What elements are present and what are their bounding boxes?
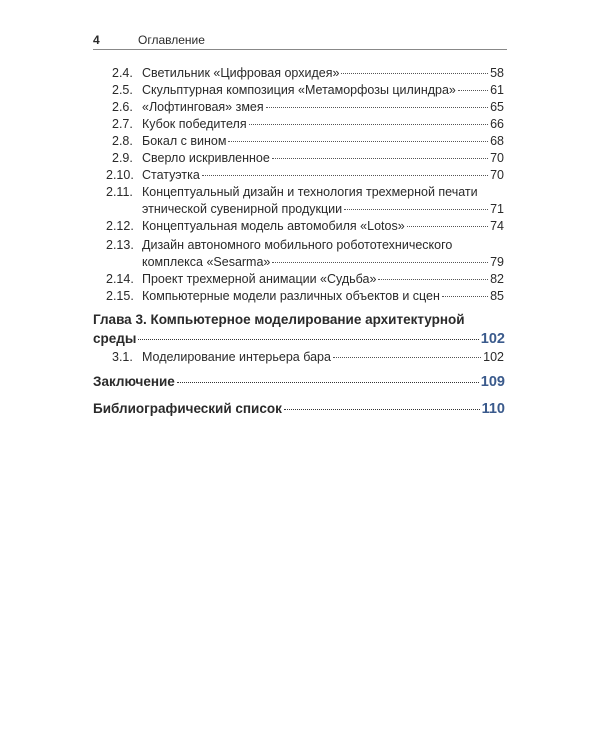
toc-entry-2-15[interactable]: [106, 289, 504, 303]
entry-page: 68: [490, 134, 504, 148]
entry-number: 2.14.: [106, 272, 134, 286]
entry-number: 2.5.: [112, 83, 133, 97]
chapter-title: Глава 3. Компьютерное моделирование архитектурной: [93, 312, 465, 327]
dot-leader: [177, 382, 479, 383]
toc-entry-3-1[interactable]: [112, 350, 504, 364]
entry-number: 2.6.: [112, 100, 133, 114]
toc-entry-2-11[interactable]: [106, 185, 504, 199]
entry-title: Кубок победителя: [142, 117, 247, 131]
entry-title: «Лофтинговая» змея: [142, 100, 264, 114]
entry-title-continued: этнической сувенирной продукции: [142, 202, 343, 216]
header-rule: [93, 49, 507, 50]
dot-leader: [344, 209, 488, 210]
entry-page: 82: [490, 272, 504, 286]
entry-title: Моделирование интерьера бара: [142, 350, 331, 364]
dot-leader: [138, 339, 478, 340]
entry-page: 70: [490, 168, 504, 182]
chapter-title-continued: среды: [93, 331, 137, 346]
entry-title: Компьютерные модели различных объектов и сцен: [142, 289, 440, 303]
entry-title: Статуэтка: [142, 168, 200, 182]
toc-entry-2-11-cont[interactable]: [142, 202, 504, 216]
entry-page: 66: [490, 117, 504, 131]
entry-title: Скульптурная композиция «Метаморфозы цилиндра»: [142, 83, 456, 97]
entry-number: 2.9.: [112, 151, 133, 165]
toc-entry-2-5[interactable]: [112, 83, 504, 97]
entry-page: 74: [490, 219, 504, 233]
entry-page: 70: [490, 151, 504, 165]
entry-number: 2.15.: [106, 289, 134, 303]
bibliography-title: Библиографический список: [93, 401, 282, 416]
entry-number: 3.1.: [112, 350, 133, 364]
entry-title-continued: комплекса «Sesarma»: [142, 255, 271, 269]
entry-number: 2.4.: [112, 66, 133, 80]
dot-leader: [284, 409, 480, 410]
toc-bibliography[interactable]: [93, 401, 505, 417]
dot-leader: [272, 158, 488, 159]
toc-entry-2-6[interactable]: [112, 100, 504, 114]
entry-number: 2.8.: [112, 134, 133, 148]
dot-leader: [378, 279, 488, 280]
entry-page: 61: [490, 83, 504, 97]
entry-page: 58: [490, 66, 504, 80]
dot-leader: [458, 90, 488, 91]
toc-entry-2-7[interactable]: [112, 117, 504, 131]
entry-number: 2.10.: [106, 168, 134, 182]
entry-page: 65: [490, 100, 504, 114]
dot-leader: [442, 296, 488, 297]
toc-entry-2-12[interactable]: [106, 219, 504, 233]
toc-conclusion[interactable]: [93, 374, 505, 390]
toc-entry-2-10[interactable]: [106, 168, 504, 182]
entry-title: Концептуальный дизайн и технология трехмерной печати: [142, 185, 478, 199]
entry-title: Проект трехмерной анимации «Судьба»: [142, 272, 377, 286]
dot-leader: [228, 141, 488, 142]
entry-page: 85: [490, 289, 504, 303]
bibliography-page: 110: [481, 401, 505, 417]
page-number: 4: [93, 33, 100, 47]
entry-title: Бокал с вином: [142, 134, 227, 148]
entry-title: Дизайн автономного мобильного робототехнического: [142, 238, 453, 252]
toc-chapter-3[interactable]: [93, 312, 505, 327]
entry-number: 2.7.: [112, 117, 133, 131]
chapter-page: 102: [480, 331, 505, 347]
entry-number: 2.12.: [106, 219, 134, 233]
entry-page: 102: [483, 350, 504, 364]
header-title: Оглавление: [138, 33, 205, 47]
toc-entry-2-4[interactable]: [112, 66, 504, 80]
entry-title: Концептуальная модель автомобиля «Lotos»: [142, 219, 405, 233]
toc-entry-2-13-cont[interactable]: [142, 255, 504, 269]
dot-leader: [407, 226, 488, 227]
conclusion-title: Заключение: [93, 374, 175, 389]
dot-leader: [249, 124, 488, 125]
entry-title: Сверло искривленное: [142, 151, 270, 165]
toc-entry-2-14[interactable]: [106, 272, 504, 286]
entry-number: 2.13.: [106, 238, 134, 252]
conclusion-page: 109: [480, 374, 505, 390]
entry-page: 71: [490, 202, 504, 216]
toc-entry-2-9[interactable]: [112, 151, 504, 165]
entry-title: Светильник «Цифровая орхидея»: [142, 66, 340, 80]
toc-entry-2-8[interactable]: [112, 134, 504, 148]
dot-leader: [266, 107, 488, 108]
dot-leader: [341, 73, 488, 74]
entry-number: 2.11.: [106, 185, 133, 199]
toc-entry-2-13[interactable]: [106, 238, 504, 252]
toc-chapter-3-cont[interactable]: [93, 331, 505, 347]
dot-leader: [272, 262, 488, 263]
dot-leader: [202, 175, 488, 176]
entry-page: 79: [490, 255, 504, 269]
dot-leader: [333, 357, 481, 358]
running-header: [93, 33, 505, 47]
